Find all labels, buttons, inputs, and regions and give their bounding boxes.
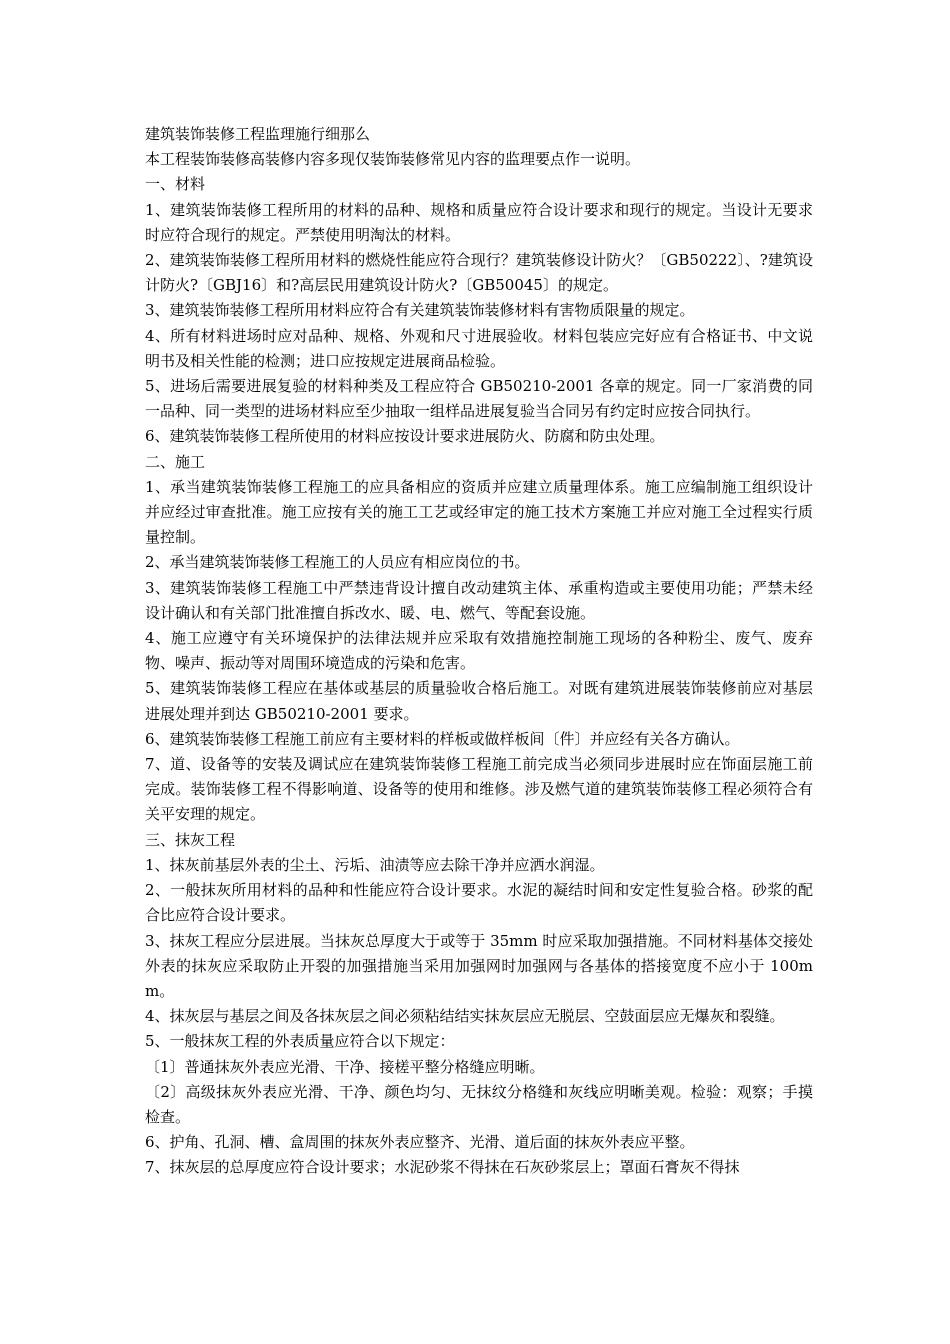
paragraph: 4、所有材料进场时应对品种、规格、外观和尺寸进展验收。材料包装应完好应有合格证书、中文说明书及相关性能的检测；进口应按规定进展商品检验。 [145,326,813,370]
paragraph: 5、进场后需要进展复验的材料种类及工程应符合 GB50210-2001 各章的规定。同一厂家消费的同一品种、同一类型的进场材料应至少抽取一组样品进展复验当合同另有约定时应按合同执行。 [145,377,813,421]
paragraph: 〔2〕高级抹灰外表应光滑、干净、颜色均匀、无抹纹分格缝和灰线应明晰美观。检验：观察；手摸检查。 [145,1082,813,1126]
paragraph: 2、承当建筑装饰装修工程施工的人员应有相应岗位的书。 [145,553,530,572]
paragraph: 5、一般抹灰工程的外表质量应符合以下规定： [145,1032,455,1051]
paragraph: 4、施工应遵守有关环境保护的法律法规并应采取有效措施控制施工现场的各种粉尘、废气、废弃物、噪声、振动等对周围环境造成的污染和危害。 [145,629,813,673]
paragraph: 1、承当建筑装饰装修工程施工的应具备相应的资质并应建立质量理体系。施工应编制施工组织设计并应经过审查批准。施工应按有关的施工工艺或经审定的施工技术方案施工并应对施工全过程实行质量控制。 [145,477,813,547]
paragraph: 3、建筑装饰装修工程所用材料应符合有关建筑装饰装修材料有害物质限量的规定。 [145,301,695,320]
section-heading-construction: 二、施工 [145,452,206,471]
paragraph: 3、建筑装饰装修工程施工中严禁违背设计擅自改动建筑主体、承重构造或主要使用功能；严禁未经设计确认和有关部门批准擅自拆改水、暖、电、燃气、等配套设施。 [145,578,813,622]
paragraph: 6、建筑装饰装修工程施工前应有主要材料的样板或做样板间〔件〕并应经有关各方确认。 [145,729,740,748]
paragraph: 7、道、设备等的安装及调试应在建筑装饰装修工程施工前完成当必须同步进展时应在饰面层施工前完成。装饰装修工程不得影响道、设备等的使用和维修。涉及燃气道的建筑装饰装修工程必须符合有关平安理的规定。 [145,755,813,824]
intro-paragraph: 本工程装饰装修高装修内容多现仅装饰装修常见内容的监理要点作一说明。 [145,150,641,169]
document-title: 建筑装饰装修工程监理施行细那么 [145,125,371,143]
document-body [145,122,813,1181]
paragraph: 6、护角、孔洞、槽、盒周围的抹灰外表应整齐、光滑、道后面的抹灰外表应平整。 [145,1133,695,1152]
paragraph: 2、一般抹灰所用材料的品种和性能应符合设计要求。水泥的凝结时间和安定性复验合格。砂浆的配合比应符合设计要求。 [145,881,813,925]
paragraph: 7、抹灰层的总厚度应符合设计要求；水泥砂浆不得抹在石灰砂浆层上；罩面石膏灰不得抹 [145,1158,740,1177]
paragraph: 1、建筑装饰装修工程所用的材料的品种、规格和质量应符合设计要求和现行的规定。当设计无要求时应符合现行的规定。严禁使用明淘汰的材料。 [145,200,813,244]
section-heading-plastering: 三、抹灰工程 [145,830,236,849]
paragraph: 1、抹灰前基层外表的尘土、污垢、油渍等应去除干净并应洒水润湿。 [145,855,605,874]
paragraph: 4、抹灰层与基层之间及各抹灰层之间必须粘结结实抹灰层应无脱层、空鼓面层应无爆灰和裂缝。 [145,1007,785,1026]
paragraph: 3、抹灰工程应分层进展。当抹灰总厚度大于或等于 35mm 时应采取加强措施。不同材料基体交接处外表的抹灰应采取防止开裂的加强措施当采用加强网时加强网与各基体的搭接宽度不应小于 100mm。 [145,931,813,1000]
paragraph: 2、建筑装饰装修工程所用材料的燃烧性能应符合现行？建筑装修设计防火？〔GB50222〕、?建筑设计防火?〔GBJ16〕和?高层民用建筑设计防火?〔GB50045〕的规定。 [145,251,813,295]
paragraph: 5、建筑装饰装修工程应在基体或基层的质量验收合格后施工。对既有建筑进展装饰装修前应对基层进展处理并到达 GB50210-2001 要求。 [145,679,813,723]
paragraph: 〔1〕普通抹灰外表应光滑、干净、接槎平整分格缝应明晰。 [145,1057,545,1076]
paragraph: 6、建筑装饰装修工程所使用的材料应按设计要求进展防火、防腐和防虫处理。 [145,427,665,446]
section-heading-materials: 一、材料 [145,175,206,194]
